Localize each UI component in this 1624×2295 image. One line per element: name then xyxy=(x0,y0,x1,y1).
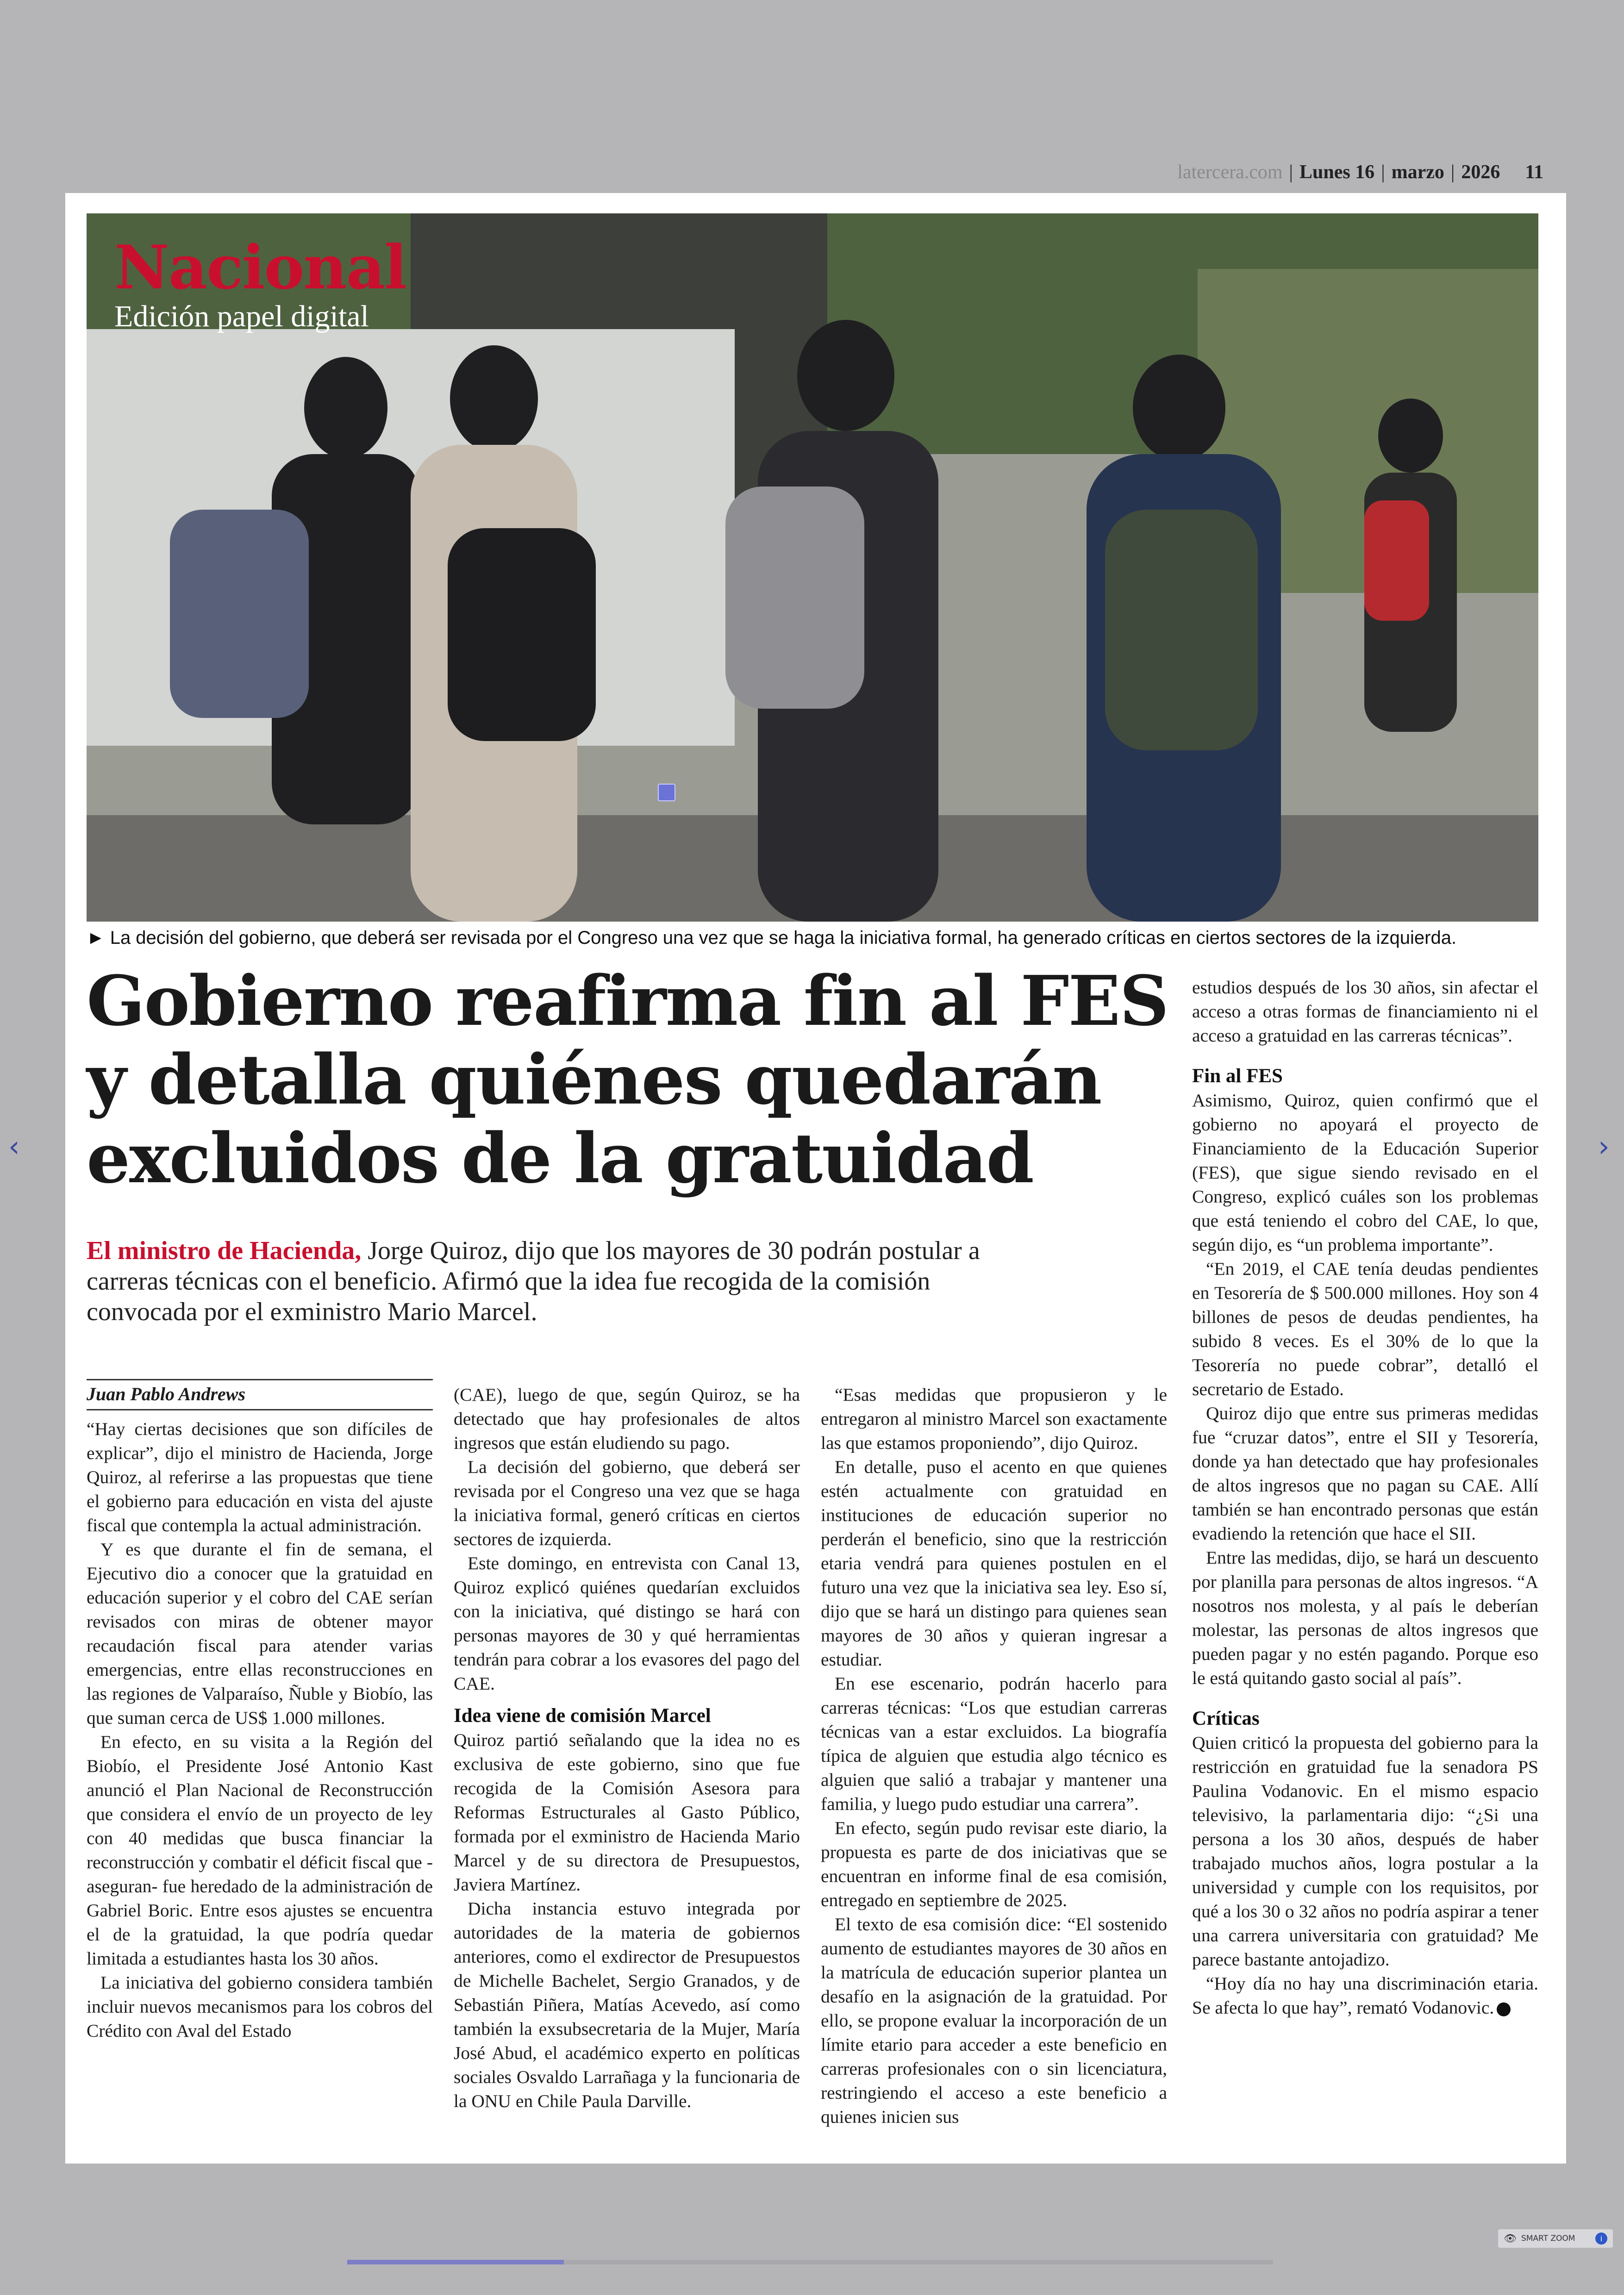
paragraph: Quiroz dijo que entre sus primeras medidas fue “cruzar datos”, entre el SII y Tesorería, donde ya han detectado que hay profesionales de altos ingresos que no pagan su CAE. Allí también se han encontrado personas que están evadiendo la retención que hace el SII. xyxy=(1192,1403,1538,1544)
header-day: Lunes 16 xyxy=(1299,162,1375,183)
deck-lead: El ministro de Hacienda, xyxy=(87,1236,362,1265)
paragraph-text: “Hoy día no hay una discriminación etaria. Se afecta lo que hay”, remató Vodanovic. xyxy=(1192,1973,1538,2018)
subheading: Fin al FES xyxy=(1192,1065,1283,1087)
paragraph: Quien criticó la propuesta del gobierno para la restricción en gratuidad fue la senadora PS Paulina Vodanovic. En el mismo espacio televisivo, la parlamentaria dijo: “¿Si una persona a los 30 años, después de haber trabajado muchos años, logra postular a la universidad y cumple con los requisitos, por qué a los 30 o 32 años no podría aspirar a tener una carrera universitaria con gratuidad? Me parece bastante antojadizo. xyxy=(1192,1733,1538,1970)
prev-page-button[interactable] xyxy=(8,1129,20,1163)
paragraph: Este domingo, en entrevista con Canal 13, Quiroz explicó quiénes quedarían excluidos con la iniciativa, qué distingo se hará con personas mayores de 30 y qué herramientas tendrán para cobrar a los evasores del pago del CAE. xyxy=(454,1553,800,1694)
chevron-left-icon[interactable]: ‹ xyxy=(8,1129,20,1163)
header-year: 2026 xyxy=(1461,162,1500,183)
paragraph: En detalle, puso el acento en que quienes estén actualmente con gratuidad en instituciones de educación superior no perderán el beneficio, sino que la restricción etaria vendrá para quienes postulen en el futuro una vez que la iniciativa sea ley. Eso sí, dijo que se hará un distingo para quienes sean mayores de 30 años y quieran ingresar a estudiar. xyxy=(821,1457,1167,1670)
next-page-button[interactable] xyxy=(1598,1129,1610,1163)
deck xyxy=(87,1235,1003,1327)
paragraph: “En 2019, el CAE tenía deudas pendientes en Tesorería de $ 500.000 millones. Hoy son 4 billones de pesos de deudas pendientes, ha subido 8 veces. Es el 30% de lo que la Tesorería no puede cobrar”, detalló el secretario de Estado. xyxy=(1192,1259,1538,1399)
headline-line: y detalla quiénes quedarán xyxy=(87,1039,1101,1120)
paragraph: Y es que durante el fin de semana, el Ejecutivo dio a conocer que la gratuidad en educación superior y el cobro del CAE serían revisados con miras de obtener mayor recaudación fiscal para atender varias emergencias, entre ellas reconstrucciones en las regiones de Valparaíso, Ñuble y Biobío, las que suman cerca de US$ 1.000 millones. xyxy=(87,1539,433,1728)
lead-photo xyxy=(87,213,1538,922)
newspaper-page xyxy=(65,193,1566,2164)
subheading: Idea viene de comisión Marcel xyxy=(454,1705,711,1727)
paragraph: En efecto, en su visita a la Región del Biobío, el Presidente José Antonio Kast anunció el Plan Nacional de Reconstrucción que considera el envío de un proyecto de ley con 40 medidas que busca financiar la reconstrucción y combatir el déficit fiscal que -aseguran- fue heredado de la administración de Gabriel Boric. Entre esos ajustes se encuentra el de la gratuidad, la que podría quedar limitada a estudiantes hasta los 30 años. xyxy=(87,1732,433,1969)
paragraph: La iniciativa del gobierno considera también incluir nuevos mecanismos para los cobros del Crédito con Aval del Estado xyxy=(87,1972,433,2041)
paragraph: Asimismo, Quiroz, quien confirmó que el gobierno no apoyará el proyecto de Financiamiento de la Educación Superior (FES), que sigue siendo revisado en el Congreso, explicó cuáles son los problemas que está teniendo el cobro del CAE, lo que, según dijo, es “un problema importante”. xyxy=(1192,1090,1538,1255)
site-name: latercera.com xyxy=(1177,162,1283,183)
paragraph: La decisión del gobierno, que deberá ser revisada por el Congreso una vez que se haga la iniciativa formal, generó críticas en ciertos sectores de izquierda. xyxy=(454,1457,800,1549)
headline xyxy=(87,961,1174,1197)
paragraph: En ese escenario, podrán hacerlo para carreras técnicas: “Los que estudian carreras técnicas van a estar excluidos. La biografía típica de alguien que estudia algo técnico es alguien que salió a trabajar y mantener una familia, y luego pudo estudiar una carrera”. xyxy=(821,1673,1167,1814)
header-separator: | xyxy=(1381,162,1385,183)
header-separator: | xyxy=(1450,162,1455,183)
paragraph xyxy=(1192,1971,1538,2020)
article-column-1 xyxy=(87,1379,433,2043)
chevron-right-icon[interactable]: › xyxy=(1598,1129,1610,1163)
info-icon[interactable]: i xyxy=(1595,2233,1607,2245)
paragraph: Quiroz partió señalando que la idea no es exclusiva de este gobierno, sino que fue recogida de la Comisión Asesora para Reformas Estructurales al Gasto Público, formada por el exministro de Hacienda Mario Marcel y de su directora de Presupuestos, Javiera Martínez. xyxy=(454,1730,800,1895)
paragraph: estudios después de los 30 años, sin afectar el acceso a otras formas de financiamiento ni el acceso a gratuidad en las carreras técnicas”. xyxy=(1192,977,1538,1046)
article-column-4 xyxy=(1192,975,1538,2020)
page-number: 11 xyxy=(1525,162,1543,183)
byline: Juan Pablo Andrews xyxy=(87,1379,433,1410)
page-scroll-thumb[interactable] xyxy=(347,2260,564,2264)
paragraph: Entre las medidas, dijo, se hará un descuento por planilla para personas de altos ingresos. “A nosotros nos molesta, y al país le deberían molestar, las personas de altos ingresos que pueden pagar y no estén pagando. Porque eso le está quitando gasto social al país”. xyxy=(1192,1547,1538,1688)
paragraph: “Hay ciertas decisiones que son difíciles de explicar”, dijo el ministro de Hacienda, Jorge Quiroz, al referirse a las propuestas que tiene el gobierno para educación en vista del ajuste fiscal que contempla la actual administración. xyxy=(87,1419,433,1535)
eye-icon: 👁 xyxy=(1504,2233,1517,2245)
header-month: marzo xyxy=(1391,162,1444,183)
paragraph: “Esas medidas que propusieron y le entregaron al ministro Marcel son exactamente las que estamos proponiendo”, dijo Quiroz. xyxy=(821,1384,1167,1453)
paragraph: En efecto, según pudo revisar este diario, la propuesta es parte de dos iniciativas que se encuentran en informe final de esa comisión, entregado en septiembre de 2025. xyxy=(821,1818,1167,1910)
zoom-hotspot-icon[interactable] xyxy=(658,784,675,801)
paragraph: (CAE), luego de que, según Quiroz, se ha detectado que hay profesionales de altos ingresos que están eludiendo su pago. xyxy=(454,1384,800,1453)
section-title: Nacional xyxy=(114,232,406,303)
smart-zoom-button[interactable] xyxy=(1498,2229,1613,2248)
paragraph: El texto de esa comisión dice: “El sostenido aumento de estudiantes mayores de 30 años en la matrícula de educación superior plantea un desafío en la asignación de la gratuidad. Por ello, se propone evaluar la incorporación de un límite etario para acceder a este beneficio en carreras profesionales con o sin licenciatura, restringiendo el acceso a este beneficio a quienes inicien sus xyxy=(821,1914,1167,2127)
article-column-2 xyxy=(454,1383,800,2113)
headline-line: excluidos de la gratuidad xyxy=(87,1118,1033,1198)
headline-line: Gobierno reafirma fin al FES xyxy=(87,960,1168,1041)
smart-zoom-label: SMART ZOOM xyxy=(1521,2234,1575,2243)
photo-caption: ► La decisión del gobierno, que deberá ser revisada por el Congreso una vez que se haga la iniciativa formal, ha generado críticas en ciertos sectores de la izquierda. xyxy=(87,928,1457,948)
end-of-article-icon xyxy=(1497,2002,1511,2016)
article-column-3 xyxy=(821,1383,1167,2129)
deck-text: Jorge Quiroz, dijo que los mayores de 30 podrán postular a carreras técnicas con el beneficio. Afirmó que la idea fue recogida de la comisión convocada por el exministro Mario Marcel. xyxy=(87,1236,980,1326)
subheading: Críticas xyxy=(1192,1708,1260,1729)
page-header xyxy=(1177,161,1543,183)
edition-label: Edición papel digital xyxy=(114,299,369,333)
paragraph: Dicha instancia estuvo integrada por autoridades de la materia de gobiernos anteriores, como el exdirector de Presupuestos de Michelle Bachelet, Sergio Granados, y de Sebastián Piñera, Matías Acevedo, así como también la exsubsecretaria de la Mujer, María José Abud, el académico experto en políticas sociales Osvaldo Larrañaga y la funcionaria de la ONU en Chile Paula Darville. xyxy=(454,1898,800,2111)
header-separator: | xyxy=(1289,162,1293,183)
